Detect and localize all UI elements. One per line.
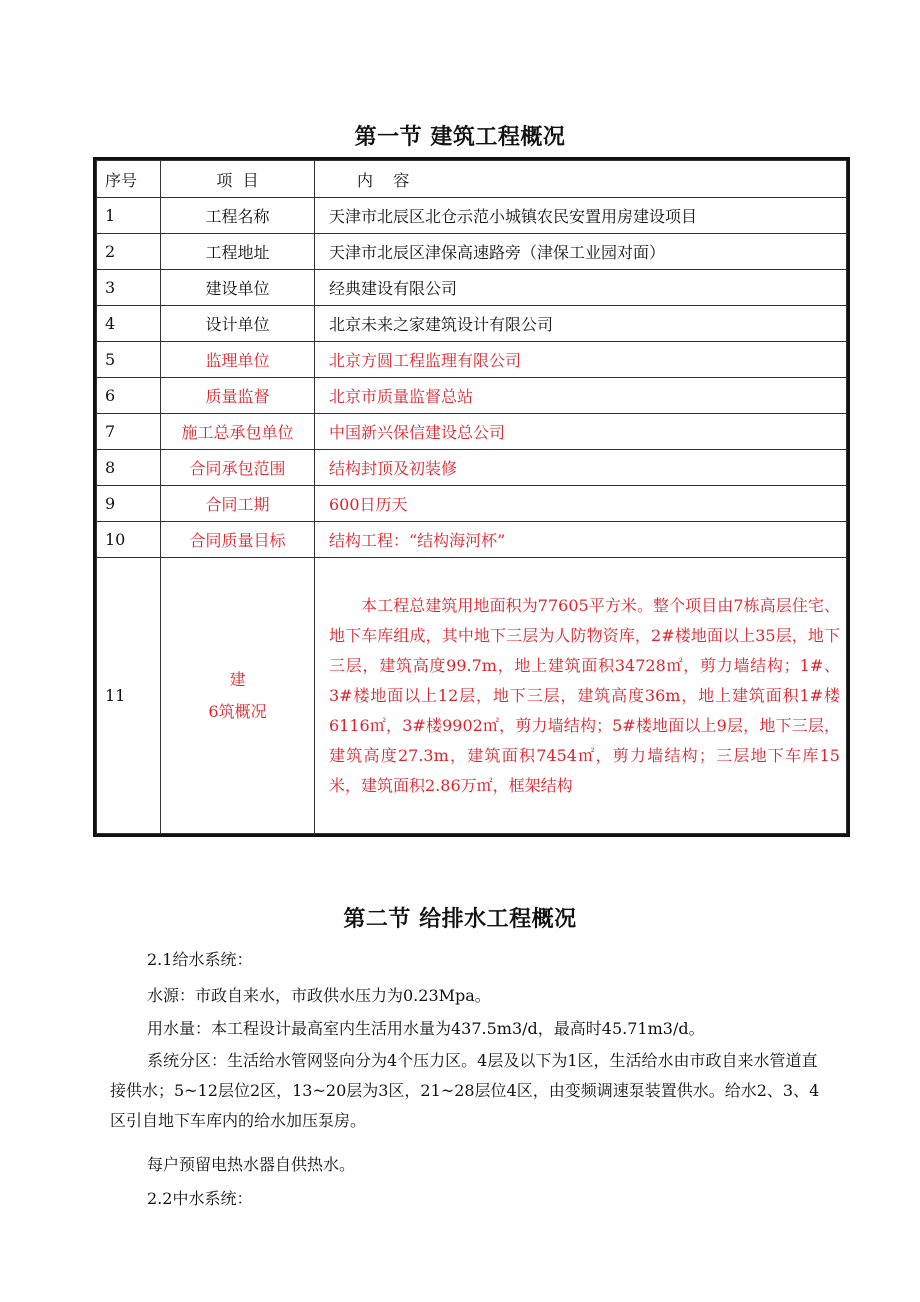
row-item: 工程地址	[161, 234, 315, 270]
row-content: 北京市质量监督总站	[315, 378, 847, 414]
row-content: 600日历天	[315, 486, 847, 522]
table-row	[97, 522, 847, 558]
table-row	[97, 270, 847, 306]
section1-title: 第一节 建筑工程概况	[354, 124, 566, 150]
table-row	[97, 234, 847, 270]
row-item-line2: 6筑概况	[208, 701, 267, 721]
row-item: 工程名称	[161, 198, 315, 234]
row-item: 合同质量目标	[161, 522, 315, 558]
row-item-line1: 建	[229, 669, 246, 689]
table-row-overview	[97, 558, 847, 834]
row-no: 6	[97, 378, 161, 414]
row-no: 3	[97, 270, 161, 306]
header-item: 项 目	[161, 161, 315, 198]
row-content: 中国新兴保信建设总公司	[315, 414, 847, 450]
row-no: 8	[97, 450, 161, 486]
row-item: 合同承包范围	[161, 450, 315, 486]
row-item: 设计单位	[161, 306, 315, 342]
paragraph-water-supply-heading: 2.1给水系统：	[147, 950, 253, 969]
paragraph-reclaimed-water-heading: 2.2中水系统：	[147, 1189, 253, 1208]
table-row	[97, 342, 847, 378]
row-content: 经典建设有限公司	[315, 270, 847, 306]
row-item: 合同工期	[161, 486, 315, 522]
row-item: 建设单位	[161, 270, 315, 306]
table-header-row	[97, 161, 847, 198]
row-content: 北京方圆工程监理有限公司	[315, 342, 847, 378]
row-content: 结构封顶及初装修	[315, 450, 847, 486]
table-row	[97, 414, 847, 450]
row-no: 10	[97, 522, 161, 558]
row-no: 9	[97, 486, 161, 522]
row-no: 5	[97, 342, 161, 378]
row-no: 7	[97, 414, 161, 450]
row-content: 结构工程：“结构海河杯”	[315, 522, 847, 558]
row-no: 1	[97, 198, 161, 234]
row-item: 施工总承包单位	[161, 414, 315, 450]
row-item: 监理单位	[161, 342, 315, 378]
row-content: 本工程总建筑用地面积为77605平方米。整个项目由7栋高层住宅、地下车库组成，其中地下三层为人防物资库，2#楼地面以上35层，地下三层，建筑高度99.7m，地上建筑面积34728㎡，剪力墙结构；1#、3#楼地面以上12层，地下三层，建筑高度36m，地上建筑面积1#楼6116㎡，3#楼9902㎡，剪力墙结构；5#楼地面以上9层，地下三层，建筑高度27.3m，建筑面积7454㎡，剪力墙结构；三层地下车库15米，建筑面积2.86万㎡，框架结构	[329, 595, 840, 795]
paragraph-water-source: 水源：市政自来水，市政供水压力为0.23Mpa。	[147, 986, 491, 1005]
paragraph-water-usage: 用水量：本工程设计最高室内生活用水量为437.5m3/d，最高时45.71m3/d。	[147, 1019, 705, 1038]
paragraph-hot-water: 每户预留电热水器自供热水。	[147, 1155, 356, 1174]
overview-table	[93, 157, 850, 837]
section2-title: 第二节 给排水工程概况	[343, 906, 577, 932]
header-no: 序号	[97, 161, 161, 198]
row-content: 天津市北辰区北仓示范小城镇农民安置用房建设项目	[315, 198, 847, 234]
row-no: 11	[97, 558, 161, 834]
row-item: 质量监督	[161, 378, 315, 414]
row-content-cell	[315, 558, 847, 834]
table-row	[97, 378, 847, 414]
table-row	[97, 198, 847, 234]
header-content: 内 容	[315, 161, 847, 198]
row-no: 2	[97, 234, 161, 270]
table-row	[97, 306, 847, 342]
row-content: 天津市北辰区津保高速路旁（津保工业园对面）	[315, 234, 847, 270]
table-row	[97, 450, 847, 486]
paragraph-system-zones: 系统分区：生活给水管网竖向分为4个压力区。4层及以下为1区，生活给水由市政自来水管道直接供水；5~12层位2区，13~20层为3区，21~28层位4区，由变频调速泵装置供水。给水2、3、4区引自地下车库内的给水加压泵房。	[110, 1051, 820, 1130]
row-content: 北京未来之家建筑设计有限公司	[315, 306, 847, 342]
row-item	[161, 558, 315, 834]
table-row	[97, 486, 847, 522]
row-no: 4	[97, 306, 161, 342]
